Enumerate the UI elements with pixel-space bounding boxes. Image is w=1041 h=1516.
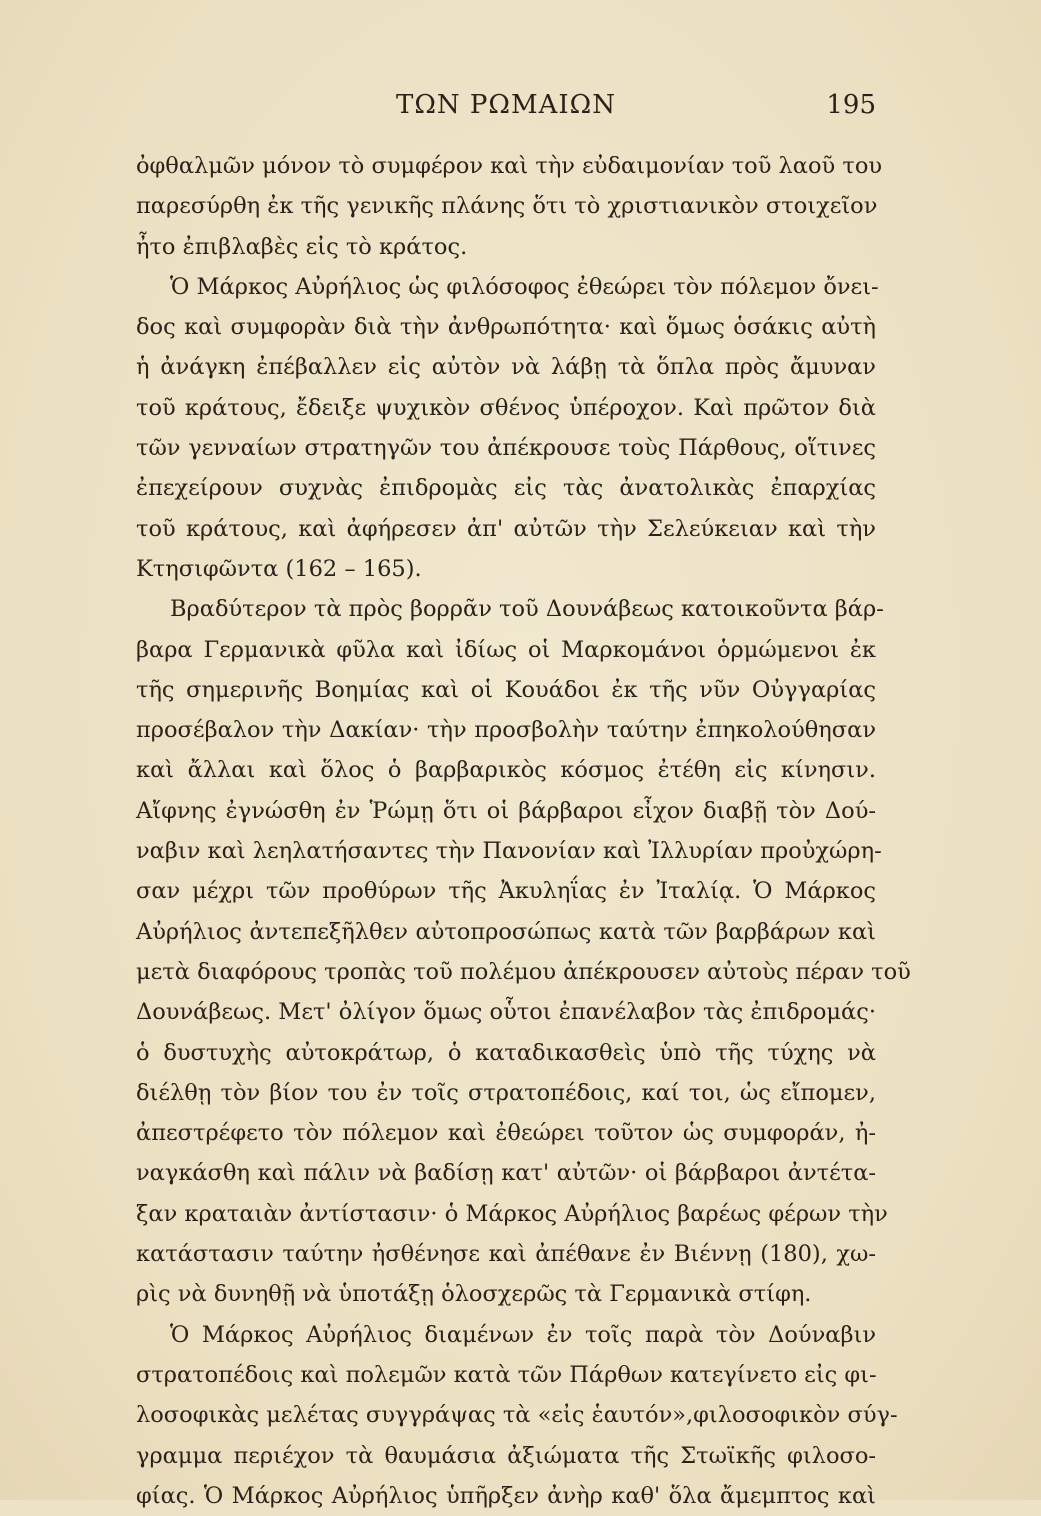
text-line: διέλθῃ τὸν βίον του ἐν τοῖς στρατοπέδοις, καί τοι, ὡς εἴπομεν, <box>136 1079 876 1106</box>
text-line: τῶν γενναίων στρατηγῶν του ἀπέκρουσε τοὺς Πάρθους, οἵτινες <box>136 435 876 462</box>
text-line: γραμμα περιέχον τὰ θαυμάσια ἀξιώματα τῆς Στωϊκῆς φιλοσο- <box>136 1442 876 1469</box>
text-line: μετὰ διαφόρους τροπὰς τοῦ πολέμου ἀπέκρουσεν αὐτοὺς πέραν τοῦ <box>136 958 911 985</box>
text-line: ξαν κραταιὰν ἀντίστασιν· ὁ Μάρκος Αὐρήλιος βαρέως φέρων τὴν <box>136 1200 888 1227</box>
text-line: φίας. Ὁ Μάρκος Αὐρήλιος ὑπῆρξεν ἀνὴρ καθ' ὅλα ἄμεμπτος καὶ <box>136 1482 876 1509</box>
running-title: ΤΩΝ ΡΩΜΑΙΩΝ <box>396 90 616 120</box>
page-header <box>136 86 876 126</box>
text-line: ἐπεχείρουν συχνὰς ἐπιδρομὰς εἰς τὰς ἀνατολικὰς ἐπαρχίας <box>136 475 876 502</box>
text-line: Βραδύτερον τὰ πρὸς βορρᾶν τοῦ Δουνάβεως κατοικοῦντα βάρ- <box>170 596 884 623</box>
body-text <box>136 146 911 1516</box>
text-line: παρεσύρθη ἐκ τῆς γενικῆς πλάνης ὅτι τὸ χριστιανικὸν στοιχεῖον <box>136 193 878 220</box>
text-line: Ὁ Μάρκος Αὐρήλιος ὡς φιλόσοφος ἐθεώρει τὸν πόλεμον ὄνει- <box>170 273 879 300</box>
text-line: ναγκάσθη καὶ πάλιν νὰ βαδίσῃ κατ' αὐτῶν· οἱ βάρβαροι ἀντέτα- <box>136 1160 876 1187</box>
text-line: ἀπεστρέφετο τὸν πόλεμον καὶ ἐθεώρει τοῦτον ὡς συμφοράν, ἠ- <box>136 1120 876 1147</box>
text-line: ἡ ἀνάγκη ἐπέβαλλεν εἰς αὐτὸν νὰ λάβῃ τὰ ὅπλα πρὸς ἄμυναν <box>136 354 876 381</box>
text-line: ὁ δυστυχὴς αὐτοκράτωρ, ὁ καταδικασθεὶς ὑπὸ τῆς τύχης νὰ <box>136 1039 876 1066</box>
text-line: τῆς σημερινῆς Βοημίας καὶ οἱ Κουάδοι ἐκ τῆς νῦν Οὐγγαρίας <box>136 676 876 703</box>
text-line: στρατοπέδοις καὶ πολεμῶν κατὰ τῶν Πάρθων κατεγίνετο εἰς φι- <box>136 1361 877 1388</box>
text-line: τοῦ κράτους, ἔδειξε ψυχικὸν σθένος ὑπέροχον. Καὶ πρῶτον διὰ <box>136 394 876 421</box>
text-line: Κτησιφῶντα (162 – 165). <box>136 555 422 582</box>
text-line: σαν μέχρι τῶν προθύρων τῆς Ἀκυληΐας ἐν Ἰταλίᾳ. Ὁ Μάρκος <box>136 878 876 905</box>
text-line: προσέβαλον τὴν Δακίαν· τὴν προσβολὴν ταύτην ἐπηκολούθησαν <box>136 717 876 744</box>
text-line: κατάστασιν ταύτην ἠσθένησε καὶ ἀπέθανε ἐν Βιέννῃ (180), χω- <box>136 1241 876 1268</box>
text-line: τοῦ κράτους, καὶ ἀφήρεσεν ἀπ' αὐτῶν τὴν Σελεύκειαν καὶ τὴν <box>136 515 876 542</box>
text-line: Αὐρήλιος ἀντεπεξῆλθεν αὐτοπροσώπως κατὰ τῶν βαρβάρων καὶ <box>136 918 876 945</box>
text-line: Ὁ Μάρκος Αὐρήλιος διαμένων ἐν τοῖς παρὰ τὸν Δούναβιν <box>170 1321 876 1348</box>
text-line: λοσοφικὰς μελέτας συγγράψας τὰ «εἰς ἑαυτόν»,φιλοσοφικὸν σύγ- <box>136 1402 898 1429</box>
text-line: Δουνάβεως. Μετ' ὀλίγον ὅμως οὗτοι ἐπανέλαβον τὰς ἐπιδρομάς· <box>136 999 876 1026</box>
page-number: 195 <box>826 90 876 120</box>
text-line: ναβιν καὶ λεηλατήσαντες τὴν Πανονίαν καὶ Ἰλλυρίαν προὐχώρη- <box>136 838 882 865</box>
text-line: ὀφθαλμῶν μόνον τὸ συμφέρον καὶ τὴν εὐδαιμονίαν τοῦ λαοῦ του <box>136 153 883 179</box>
text-line: ἦτο ἐπιβλαβὲς εἰς τὸ κράτος. <box>136 233 468 260</box>
text-line: δος καὶ συμφορὰν διὰ τὴν ἀνθρωπότητα· καὶ ὅμως ὁσάκις αὐτὴ <box>136 314 876 341</box>
text-line: Αἴφνης ἐγνώσθη ἐν Ῥώμῃ ὅτι οἱ βάρβαροι εἶχον διαβῇ τὸν Δού- <box>136 797 876 824</box>
text-line: καὶ ἄλλαι καὶ ὅλος ὁ βαρβαρικὸς κόσμος ἐτέθη εἰς κίνησιν. <box>136 757 876 784</box>
text-line: ρὶς νὰ δυνηθῇ νὰ ὑποτάξῃ ὁλοσχερῶς τὰ Γερμανικὰ στίφη. <box>136 1281 812 1308</box>
text-line: βαρα Γερμανικὰ φῦλα καὶ ἰδίως οἱ Μαρκομάνοι ὁρμώμενοι ἐκ <box>136 636 876 663</box>
